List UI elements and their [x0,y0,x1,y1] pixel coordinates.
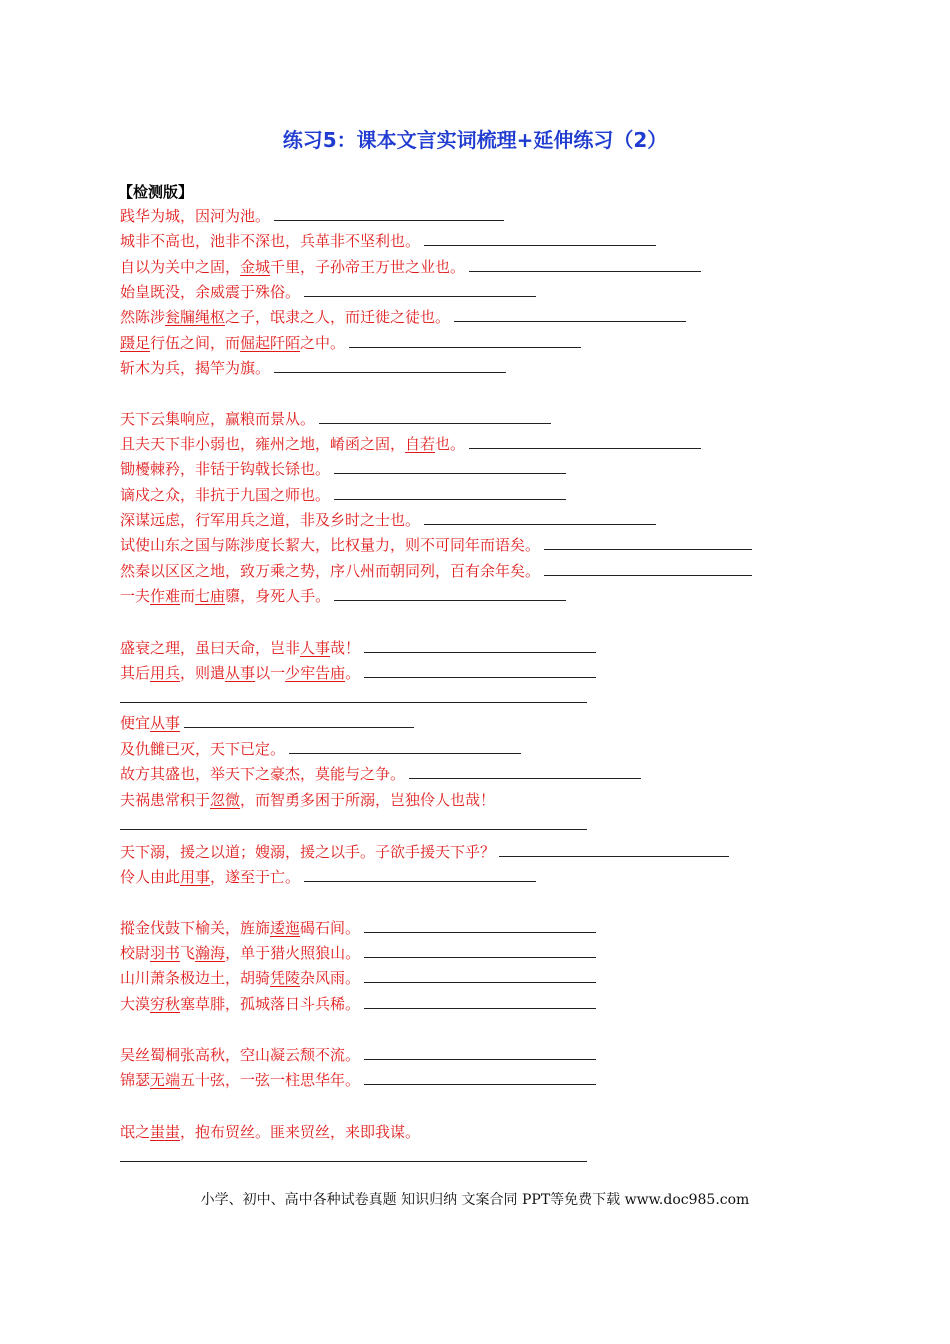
key-term: 蚩蚩 [150,1123,181,1141]
sentence-text: 自以为关中之固， [120,258,241,276]
key-term: 羽书 [150,944,181,962]
sentence-text: 碣石间。 [300,919,361,937]
sentence-text: 山川萧条极边土，胡骑 [120,969,271,987]
answer-blank[interactable] [364,1070,596,1085]
answer-blank[interactable] [364,638,596,653]
key-term: 倔起阡陌 [240,334,301,352]
sentence-text: 始皇既没，余威震于殊俗。 [120,283,301,301]
answer-blank[interactable] [364,943,596,958]
sentence-text: 哉！ [330,639,361,657]
key-term: 七庙 [195,587,226,605]
answer-blank[interactable] [120,1147,587,1162]
sentence-text: 城非不高也，池非不深也，兵革非不坚利也。 [120,232,421,250]
exercise-line [120,686,587,711]
sentence-text: 夫祸患常积于 [120,791,211,809]
sentence-text: 盛衰之理，虽曰天命，岂非 [120,639,301,657]
sentence-text: 五十弦，一弦一柱思华年。 [180,1071,361,1089]
answer-blank[interactable] [544,535,752,550]
sentence-text: 且夫天下非小弱也，雍州之地，崤函之固， [120,435,406,453]
sentence-text: 及仇雠已灭，天下已定。 [120,740,286,758]
sentence-text: ，则遣 [180,664,226,682]
sentence-text: 其后 [120,664,151,682]
exercise-line [120,788,495,813]
exercise-line [120,661,596,686]
answer-blank[interactable] [349,333,581,348]
sentence-text: 深谋远虑，行军用兵之道，非及乡时之士也。 [120,511,421,529]
sentence-text: 而 [180,587,196,605]
sentence-text: 天下溺，援之以道；嫂溺，援之以手。子欲手援天下乎？ [120,843,496,861]
exercise-line [120,483,566,508]
sentence-text: 。 [345,664,361,682]
page-title: 练习5：课本文言实词梳理+延伸练习（2） [282,128,668,152]
answer-blank[interactable] [409,764,641,779]
sentence-text: 吴丝蜀桐张高秋，空山凝云颓不流。 [120,1046,361,1064]
key-term: 用兵 [150,664,181,682]
key-term: 从事 [225,664,256,682]
sentence-text: 故方其盛也，举天下之豪杰，莫能与之争。 [120,765,406,783]
sentence-text: 以一 [255,664,286,682]
answer-blank[interactable] [364,968,596,983]
sentence-text: 飞 [180,944,196,962]
answer-blank[interactable] [364,994,596,1009]
exercise-line [120,992,596,1017]
exercise-line [120,508,656,533]
exercise-line [120,1145,587,1170]
exercise-line [120,966,596,991]
exercise-line [120,331,581,356]
key-term: 瀚海 [195,944,226,962]
key-term: 无端 [150,1071,181,1089]
exercise-line [120,916,596,941]
key-term: 凭陵 [270,969,301,987]
answer-blank[interactable] [424,231,656,246]
exercise-line [120,229,656,254]
sentence-text: 千里，子孙帝王万世之业也。 [270,258,466,276]
exercise-line [120,636,596,661]
exercise-line [120,432,701,457]
sentence-text: 天下云集响应，赢粮而景从。 [120,410,316,428]
answer-blank[interactable] [274,358,506,373]
exercise-line [120,1043,596,1068]
sentence-text: 隳，身死人手。 [225,587,331,605]
key-term: 人事 [300,639,331,657]
answer-blank[interactable] [120,688,587,703]
key-term: 金城 [240,258,271,276]
sentence-text: 试使山东之国与陈涉度长絜大，比权量力，则不可同年而语矣。 [120,536,541,554]
sentence-text: ，遂至于亡。 [210,868,301,886]
key-term: 忽微 [210,791,241,809]
key-term: 蹑足 [120,334,151,352]
answer-blank[interactable] [334,586,566,601]
answer-blank[interactable] [274,206,504,221]
exercise-line [120,941,596,966]
answer-blank[interactable] [364,1045,596,1060]
sentence-text: 也。 [435,435,466,453]
sentence-text: 行伍之间，而 [150,334,241,352]
sentence-text: 摐金伐鼓下榆关，旌旆 [120,919,271,937]
sentence-text: 斩木为兵，揭竿为旗。 [120,359,271,377]
footer-note: 小学、初中、高中各种试卷真题 知识归纳 文案合同 PPT等免费下载 www.doc985.com [200,1192,750,1208]
exercise-line [120,407,551,432]
sentence-text: 锦瑟 [120,1071,151,1089]
sentence-text: 塞草腓，孤城落日斗兵稀。 [180,995,361,1013]
exercise-line [120,305,686,330]
key-term: 作难 [150,587,181,605]
sentence-text: 校尉 [120,944,151,962]
answer-blank[interactable] [424,510,656,525]
exercise-line [120,204,504,229]
exercise-line [120,737,521,762]
exercise-line [120,280,536,305]
sentence-text: ，而智勇多困于所溺，岂独伶人也哉！ [240,791,496,809]
key-term: 自若 [405,435,436,453]
answer-blank[interactable] [499,842,729,857]
sentence-text: 之子，氓隶之人，而迁徙之徒也。 [225,308,451,326]
sentence-text: 然陈涉 [120,308,166,326]
exercise-line [120,584,566,609]
answer-blank[interactable] [304,867,536,882]
exercise-line [120,813,587,838]
exercise-line [120,865,536,890]
answer-blank[interactable] [184,713,414,728]
exercise-line [120,1120,420,1145]
key-term: 从事 [150,714,181,732]
answer-blank[interactable] [289,739,521,754]
sentence-text: 谪戍之众，非抗于九国之师也。 [120,486,331,504]
sentence-text: 践华为城，因河为池。 [120,207,271,225]
sentence-text: ，单于猎火照狼山。 [225,944,361,962]
sentence-text: 氓之 [120,1123,151,1141]
answer-blank[interactable] [364,918,596,933]
sentence-text: 锄櫌棘矜，非铦于钩戟长铩也。 [120,460,331,478]
exercise-line [120,711,414,736]
key-term: 少牢告庙 [285,664,346,682]
answer-blank[interactable] [364,663,596,678]
answer-blank[interactable] [334,485,566,500]
version-label: 【检测版】 [118,183,194,201]
key-term: 逶迤 [270,919,301,937]
key-term: 瓮牖绳枢 [165,308,226,326]
exercise-line [120,533,752,558]
answer-blank[interactable] [454,307,686,322]
sentence-text: 大漠 [120,995,151,1013]
answer-blank[interactable] [469,434,701,449]
sentence-text: 一夫 [120,587,151,605]
exercise-line [120,559,752,584]
exercise-line [120,457,566,482]
sentence-text: 之中。 [300,334,346,352]
answer-blank[interactable] [334,459,566,474]
sentence-text: 便宜 [120,714,151,732]
sentence-text: 杂风雨。 [300,969,361,987]
exercise-line [120,356,506,381]
answer-blank[interactable] [319,409,551,424]
answer-blank[interactable] [544,561,752,576]
answer-blank[interactable] [469,257,701,272]
sentence-text: 伶人由此 [120,868,181,886]
key-term: 穷秋 [150,995,181,1013]
exercise-line [120,255,701,280]
exercise-line [120,1068,596,1093]
sentence-text: 然秦以区区之地，致万乘之势，序八州而朝同列，百有余年矣。 [120,562,541,580]
answer-blank[interactable] [304,282,536,297]
exercise-line [120,762,641,787]
sentence-text: ，抱布贸丝。匪来贸丝，来即我谋。 [180,1123,421,1141]
key-term: 用事 [180,868,211,886]
answer-blank[interactable] [120,815,587,830]
exercise-line [120,840,729,865]
